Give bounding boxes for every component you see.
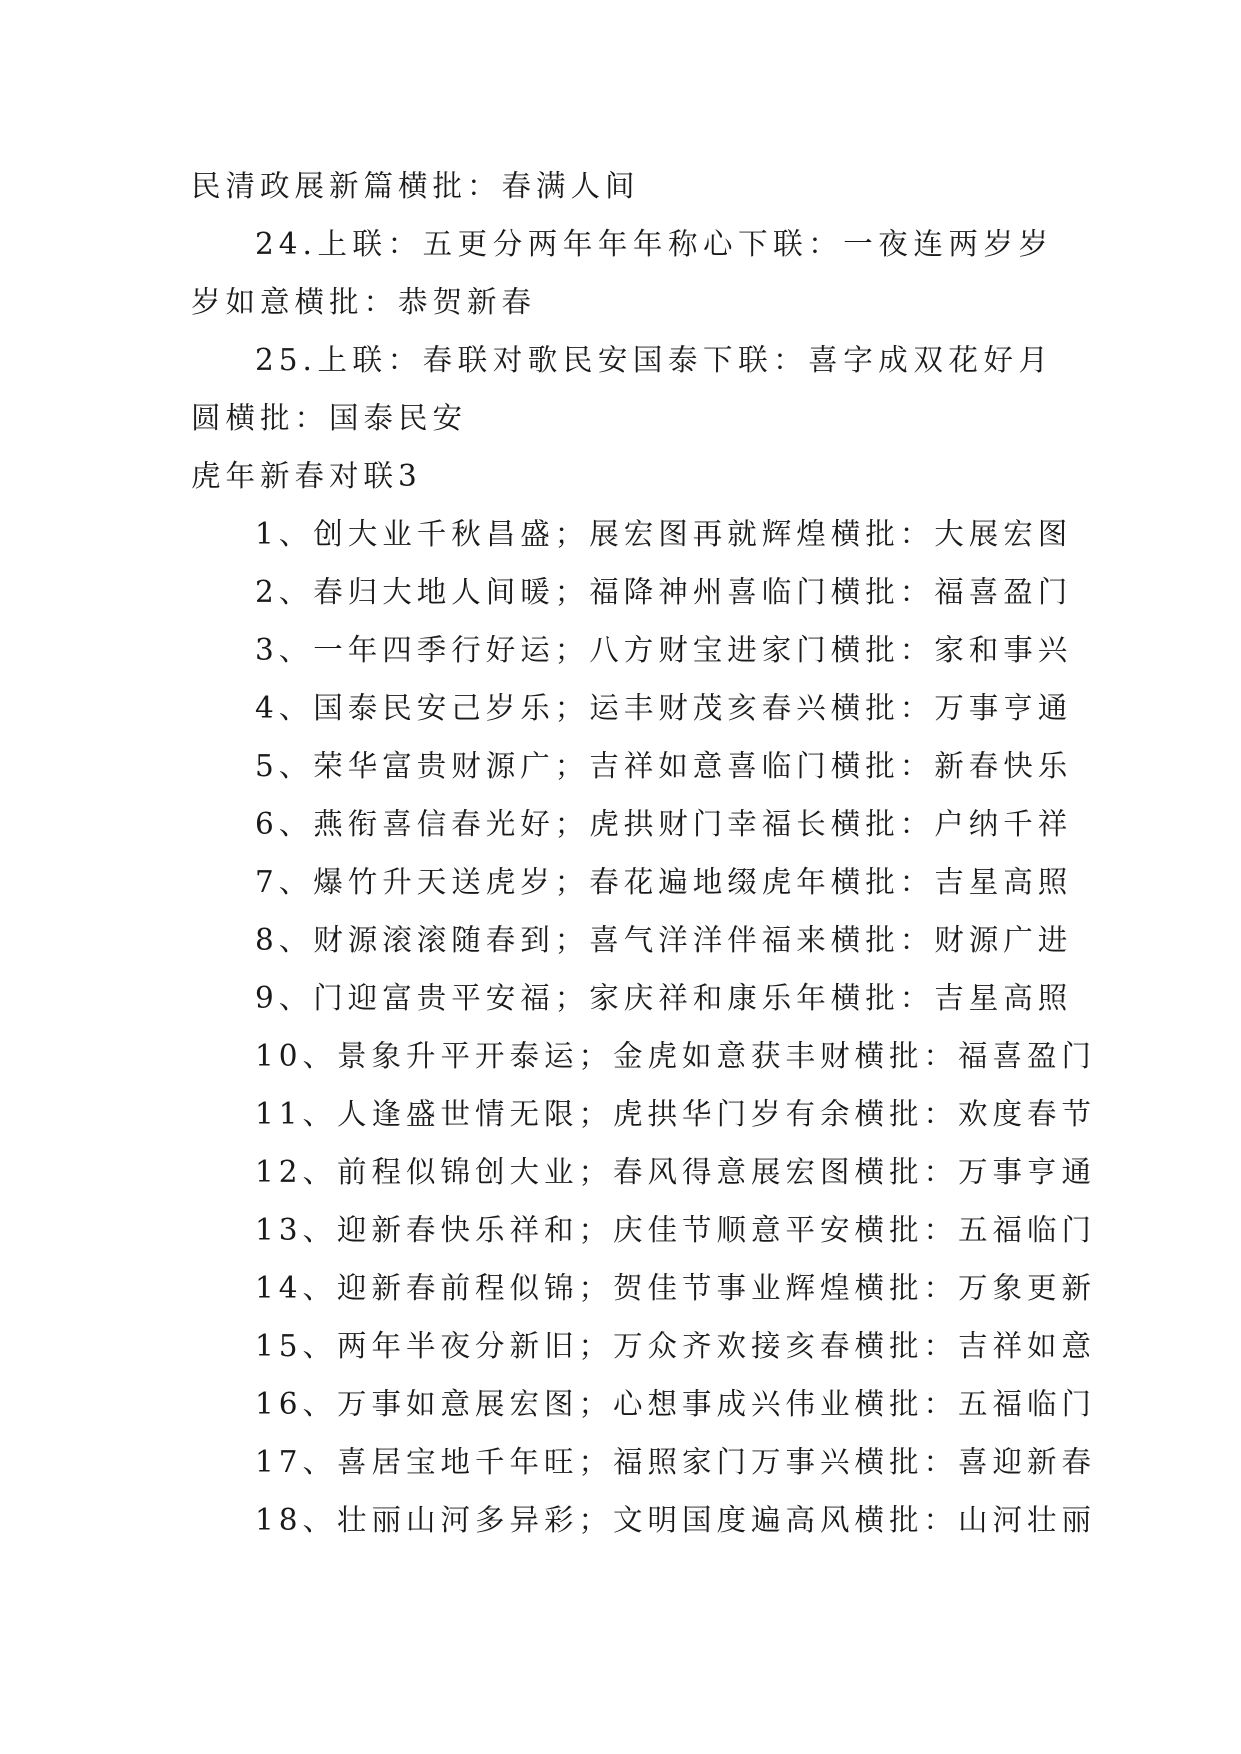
couplet-list-item: 4、国泰民安己岁乐；运丰财茂亥春兴横批：万事亨通 (255, 691, 1073, 725)
couplet-list-item: 11、人逢盛世情无限；虎拱华门岁有余横批：欢度春节 (255, 1097, 1097, 1131)
couplet-list-item: 15、两年半夜分新旧；万众齐欢接亥春横批：吉祥如意 (255, 1329, 1097, 1363)
couplet-list-item: 5、荣华富贵财源广；吉祥如意喜临门横批：新春快乐 (255, 749, 1073, 783)
couplet-list-item: 2、春归大地人间暖；福降神州喜临门横批：福喜盈门 (255, 575, 1073, 609)
couplet-list-item: 9、门迎富贵平安福；家庆祥和康乐年横批：吉星高照 (255, 981, 1073, 1015)
couplet-list-item: 7、爆竹升天送虎岁；春花遍地缀虎年横批：吉星高照 (255, 865, 1073, 899)
couplet-list (191, 505, 1097, 1549)
couplet-paragraph-25: 25.上联：春联对歌民安国泰下联：喜字成双花好月圆横批：国泰民安 (191, 343, 1053, 435)
couplet-list-item: 8、财源滚滚随春到；喜气洋洋伴福来横批：财源广进 (255, 923, 1073, 957)
couplet-list-item: 6、燕衔喜信春光好；虎拱财门幸福长横批：户纳千祥 (255, 807, 1073, 841)
couplet-list-item: 1、创大业千秋昌盛；展宏图再就辉煌横批：大展宏图 (255, 517, 1073, 551)
couplet-list-item: 3、一年四季行好运；八方财宝进家门横批：家和事兴 (255, 633, 1073, 667)
couplet-list-item: 17、喜居宝地千年旺；福照家门万事兴横批：喜迎新春 (255, 1445, 1097, 1479)
couplet-paragraph-24: 24.上联：五更分两年年年称心下联：一夜连两岁岁岁如意横批：恭贺新春 (191, 227, 1053, 319)
continuation-paragraph: 民清政展新篇横批：春满人间 (191, 169, 640, 203)
couplet-list-item: 13、迎新春快乐祥和；庆佳节顺意平安横批：五福临门 (255, 1213, 1097, 1247)
couplet-list-item: 12、前程似锦创大业；春风得意展宏图横批：万事亨通 (255, 1155, 1097, 1189)
couplet-list-item: 10、景象升平开泰运；金虎如意获丰财横批：福喜盈门 (255, 1039, 1097, 1073)
couplet-list-item: 16、万事如意展宏图；心想事成兴伟业横批：五福临门 (255, 1387, 1097, 1421)
couplet-list-item: 18、壮丽山河多异彩；文明国度遍高风横批：山河壮丽 (255, 1503, 1097, 1537)
couplet-list-item: 14、迎新春前程似锦；贺佳节事业辉煌横批：万象更新 (255, 1271, 1097, 1305)
document-body (191, 157, 1097, 1549)
section-heading: 虎年新春对联3 (191, 459, 422, 493)
